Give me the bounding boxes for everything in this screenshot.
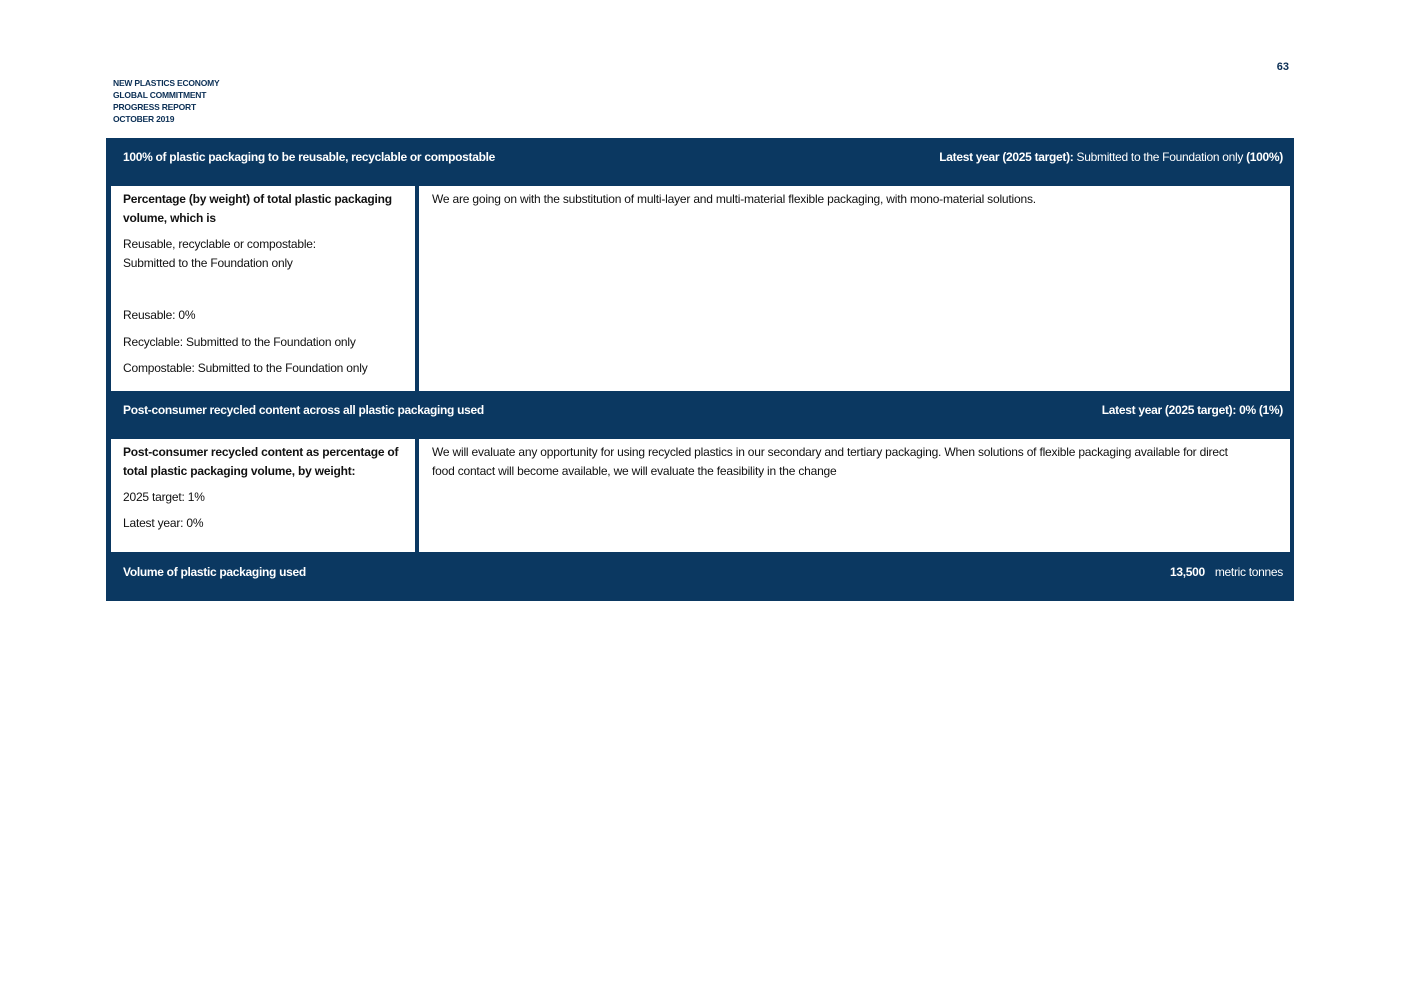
reusable-comment-text: We are going on with the substitution of multi-layer and multi-material flexible packaging, with mono-material solutions. xyxy=(432,192,1036,206)
report-header xyxy=(113,77,220,125)
recycled-latest: Latest year: 0% xyxy=(123,516,204,530)
recycled-metrics-heading: Post-consumer recycled content as percentage of total plastic packaging volume, by weight: xyxy=(123,445,399,478)
section-recycled-latest: Latest year (2025 target): 0% (1%) xyxy=(1101,403,1283,417)
compostable-value: Compostable: Submitted to the Foundation only xyxy=(123,361,368,375)
page-number: 63 xyxy=(1276,61,1289,73)
recycled-comment-text: We will evaluate any opportunity for using recycled plastics in our secondary and tertiary packaging. When solutions of flexible packaging available for direct food contact will become available, we will evaluate the feasibility in the change xyxy=(432,445,1228,478)
reusable-comment-cell xyxy=(419,186,1290,391)
reusable-metrics-cell xyxy=(111,186,415,391)
volume-value: 13,500 xyxy=(1169,565,1205,579)
recycled-comment-cell xyxy=(419,439,1290,552)
reusable-value: Reusable: 0% xyxy=(123,308,196,322)
rrc-label: Reusable, recyclable or compostable: xyxy=(123,237,316,251)
commitment-table xyxy=(106,138,1294,601)
header-line-report: PROGRESS REPORT xyxy=(113,102,196,112)
latest-year-value: Submitted to the Foundation only xyxy=(1076,150,1244,164)
header-line-date: OCTOBER 2019 xyxy=(113,114,175,124)
latest-year-label: Latest year (2025 target): xyxy=(939,150,1074,164)
section-volume-title: Volume of plastic packaging used xyxy=(123,565,306,579)
recycled-metrics-cell xyxy=(111,439,415,552)
header-line-commitment: GLOBAL COMMITMENT xyxy=(113,90,207,100)
section-recycled-title: Post-consumer recycled content across all plastic packaging used xyxy=(123,403,484,417)
volume-amount xyxy=(1170,565,1283,579)
header-line-program: NEW PLASTICS ECONOMY xyxy=(113,78,220,88)
section-reusable-title: 100% of plastic packaging to be reusable, recyclable or compostable xyxy=(123,150,496,164)
reusable-metrics-heading: Percentage (by weight) of total plastic packaging volume, which is xyxy=(123,192,392,225)
volume-unit: metric tonnes xyxy=(1214,565,1283,579)
section-reusable-latest xyxy=(939,150,1283,164)
recyclable-value: Recyclable: Submitted to the Foundation only xyxy=(123,335,356,349)
rrc-value: Submitted to the Foundation only xyxy=(123,256,293,270)
target-value: (100%) xyxy=(1246,150,1283,164)
recycled-target: 2025 target: 1% xyxy=(123,490,205,504)
